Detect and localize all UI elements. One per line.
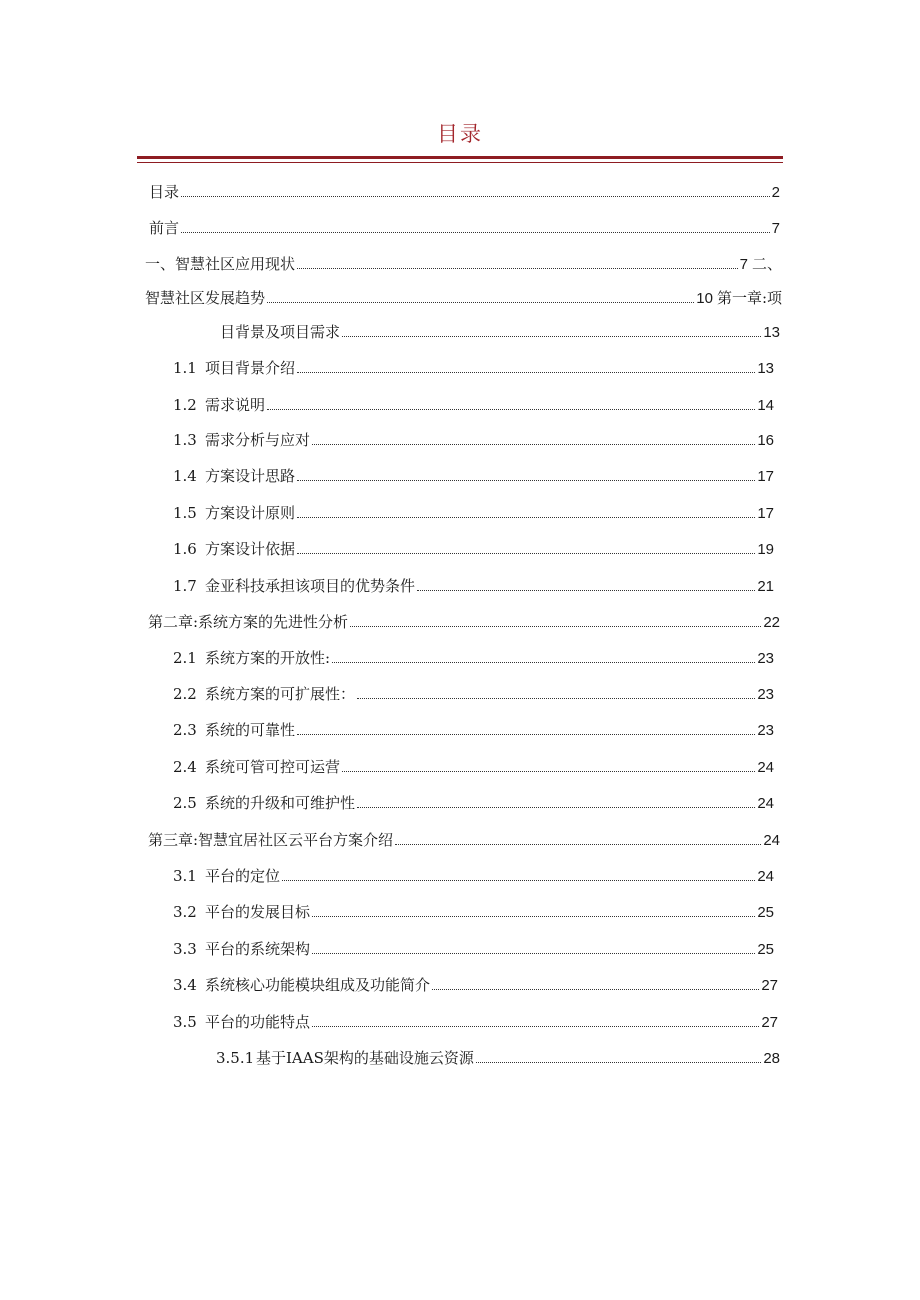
toc-entry[interactable] [173,395,774,416]
toc-entry-label [173,902,310,922]
toc-page-number: 14 [757,397,774,414]
toc-dot-leader [312,915,755,917]
toc-entry-number: 3.4 [173,976,197,994]
toc-entry-label [216,1048,474,1068]
toc-entry-number: 2.5 [173,794,197,812]
toc-entry-label [220,322,340,342]
toc-entry-number: 3.5 [173,1013,197,1031]
toc-page-number: 10 [696,290,713,307]
toc-entry-number: 2.3 [173,721,197,739]
toc-dot-leader [342,335,761,337]
toc-dot-leader [342,770,755,772]
toc-dot-leader [312,952,755,954]
toc-entry[interactable] [173,539,774,560]
toc-dot-leader [297,516,755,518]
toc-entry-number: 3.3 [173,940,197,958]
toc-page-number: 25 [757,941,774,958]
toc-page-number: 13 [763,324,780,341]
toc-entry[interactable] [173,866,774,887]
toc-entry-label [173,503,295,523]
toc-entry[interactable] [173,939,774,960]
toc-entry[interactable] [148,612,780,633]
toc-page-number: 17 [757,468,774,485]
toc-entry-text: 平台的功能特点 [205,1013,311,1031]
toc-entry-label [173,939,310,959]
toc-dot-leader [332,661,755,663]
toc-entry[interactable] [173,358,774,379]
toc-page-number: 7 [771,220,780,237]
toc-entry-number: 1.5 [173,504,197,522]
toc-dot-leader [357,697,755,699]
toc-entry-number: 1.6 [173,540,197,558]
toc-entry-label [149,218,179,238]
toc-entry-text: 基于IAAS架构的基础设施云资源 [256,1049,474,1067]
title-rule-thin [137,162,783,163]
toc-page-number: 19 [757,541,774,558]
toc-entry-text: 系统核心功能模块组成及功能简介 [205,976,431,994]
toc-entry-text: 项目背景介绍 [205,359,296,377]
toc-page-number: 25 [757,904,774,921]
toc-overflow-text: 二、 [751,255,782,273]
toc-entry[interactable] [149,218,780,239]
toc-page-number: 23 [757,722,774,739]
toc-page-number: 24 [763,832,780,849]
toc-entry-number: 3.5.1 [216,1049,255,1067]
toc-entry[interactable] [216,1048,780,1069]
toc-entry-label [173,576,415,596]
toc-entry-label [173,684,355,704]
toc-entry-text: 系统方案的开放性: [205,649,331,667]
toc-dot-leader [417,589,755,591]
toc-page-number: 7 [739,256,748,273]
toc-overflow-text: 第一章:项 [716,289,782,307]
toc-entry-label [173,757,340,777]
toc-entry-text: 系统方案的可扩展性： [205,685,356,703]
toc-entry-number: 3.2 [173,903,197,921]
toc-entry[interactable] [173,684,774,705]
toc-entry[interactable] [173,720,774,741]
toc-entry-label [173,1012,310,1032]
toc-dot-leader [282,879,755,881]
toc-entry[interactable] [145,288,782,309]
toc-dot-leader [297,733,755,735]
toc-entry[interactable] [173,430,774,451]
toc-entry[interactable] [173,793,774,814]
toc-dot-leader [297,479,755,481]
toc-dot-leader [350,625,761,627]
toc-entry-label [173,720,295,740]
toc-dot-leader [181,231,770,233]
toc-entry-label [145,288,265,308]
toc-entry-label [173,975,430,995]
toc-page-number: 17 [757,505,774,522]
toc-entry-text: 智慧社区发展趋势 [145,289,266,307]
toc-dot-leader [312,443,755,445]
toc-entry[interactable] [149,182,780,203]
toc-entry-text: 方案设计思路 [205,467,296,485]
toc-entry-label [173,430,310,450]
toc-entry-label [173,866,280,886]
toc-entry-number: 3.1 [173,867,197,885]
toc-page-number: 13 [757,360,774,377]
toc-entry-number: 2.1 [173,649,197,667]
toc-entry-label [173,539,295,559]
toc-entry[interactable] [173,975,778,996]
toc-entry-text: 方案设计依据 [205,540,296,558]
toc-entry[interactable] [173,503,774,524]
toc-entry-text: 第三章:智慧宜居社区云平台方案介绍 [148,831,394,849]
toc-entry-text: 目录 [149,183,180,201]
toc-entry-text: 目背景及项目需求 [220,323,341,341]
toc-entry-number: 1.4 [173,467,197,485]
toc-dot-leader [297,267,738,269]
toc-page-number: 24 [757,868,774,885]
toc-entry-text: 方案设计原则 [205,504,296,522]
toc-page-number: 27 [761,977,778,994]
toc-entry-label [145,254,295,274]
toc-entry-text: 一、智慧社区应用现状 [145,255,296,273]
toc-entry-text: 系统的升级和可维护性 [205,794,356,812]
toc-dot-leader [181,195,770,197]
toc-entry[interactable] [173,576,774,597]
toc-entry-number: 1.2 [173,396,197,414]
toc-page-number: 21 [757,578,774,595]
toc-entry[interactable] [173,757,774,778]
toc-entry-text: 系统可管可控可运营 [205,758,341,776]
toc-dot-leader [476,1061,761,1063]
toc-entry[interactable] [173,648,774,669]
title-rule-thick [137,156,783,159]
toc-entry[interactable] [145,254,782,275]
toc-entry-number: 1.7 [173,577,197,595]
toc-entry-label [173,648,330,668]
toc-entry-text: 需求说明 [205,396,266,414]
toc-entry-text: 需求分析与应对 [205,431,311,449]
toc-entry-label [173,466,295,486]
toc-page-number: 27 [761,1014,778,1031]
toc-entry[interactable] [148,830,780,851]
toc-dot-leader [297,371,755,373]
toc-page-number: 24 [757,759,774,776]
toc-entry-text: 平台的发展目标 [205,903,311,921]
toc-entry[interactable] [173,902,774,923]
toc-dot-leader [312,1025,759,1027]
toc-entry-label [148,612,348,632]
toc-entry-text: 平台的系统架构 [205,940,311,958]
toc-dot-leader [432,988,759,990]
toc-dot-leader [297,552,755,554]
toc-dot-leader [267,301,694,303]
toc-entry-text: 平台的定位 [205,867,281,885]
toc-entry[interactable] [173,466,774,487]
toc-page-number: 23 [757,650,774,667]
toc-entry-text: 第二章:系统方案的先进性分析 [148,613,349,631]
page-title: 目录 [437,122,483,146]
toc-entry-label [148,830,393,850]
toc-dot-leader [267,408,755,410]
toc-page-number: 24 [757,795,774,812]
toc-entry-label [173,395,265,415]
toc-page-number: 28 [763,1050,780,1067]
toc-dot-leader [357,806,755,808]
toc-entry-text: 前言 [149,219,180,237]
toc-entry-number: 1.3 [173,431,197,449]
toc-entry-text: 系统的可靠性 [205,721,296,739]
toc-entry-label [173,793,355,813]
toc-dot-leader [395,843,761,845]
toc-entry-number: 2.4 [173,758,197,776]
toc-page-number: 22 [763,614,780,631]
toc-entry-number: 2.2 [173,685,197,703]
toc-entry-text: 金亚科技承担该项目的优势条件 [205,577,416,595]
toc-page-number: 2 [771,184,780,201]
toc-entry-label [173,358,295,378]
toc-entry-number: 1.1 [173,359,197,377]
toc-entry[interactable] [173,1012,778,1033]
toc-page-number: 23 [757,686,774,703]
toc-entry-label [149,182,179,202]
toc-entry[interactable] [220,322,780,343]
toc-page-number: 16 [757,432,774,449]
